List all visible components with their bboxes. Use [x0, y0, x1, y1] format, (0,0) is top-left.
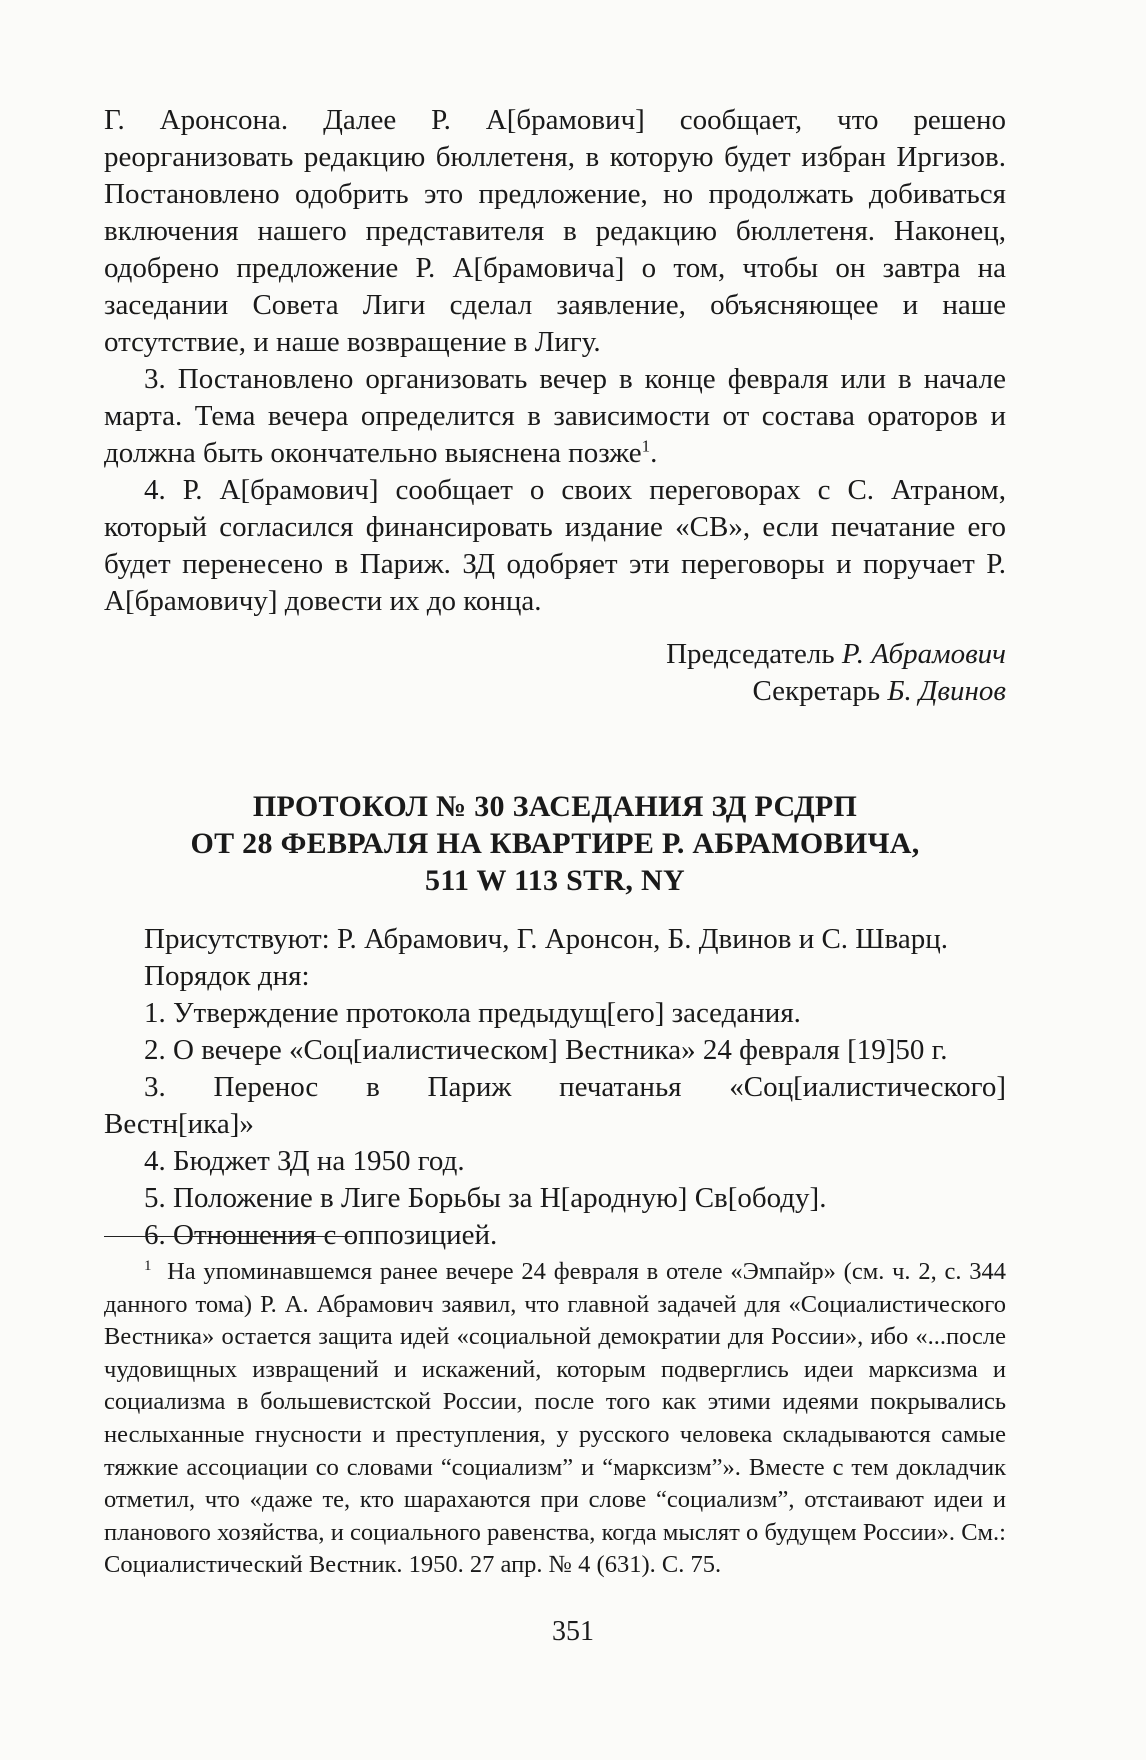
heading-line-2: ОТ 28 ФЕВРАЛЯ НА КВАРТИРЕ Р. АБРАМОВИЧА,	[190, 827, 920, 860]
secretary-role: Секретарь	[752, 675, 888, 707]
agenda-item-3-continued: Вестн[ика]»	[104, 1108, 254, 1140]
protocol-body	[104, 921, 1006, 1254]
agenda-item-2: 2. О вечере «Соц[иалистическом] Вестника» 24 февраля [19]50 г.	[144, 1034, 948, 1066]
agenda-item-3: 3. Перенос в Париж печатанья «Соц[иалистического]	[144, 1071, 1006, 1103]
footnote-marker: 1	[144, 1257, 152, 1274]
paragraph-item-4: 4. Р. А[брамович] сообщает о своих переговорах с С. Атраном, который согласился финансировать издание «СВ», если печатание его будет перенесено в Париж. ЗД одобряет эти переговоры и поручает Р. А[брамовичу] довести их до конца.	[104, 474, 1006, 617]
chair-role: Председатель	[666, 638, 842, 670]
secretary-signature	[104, 673, 1006, 710]
main-text	[104, 102, 1006, 1254]
footnote-reference[interactable]: 1	[641, 436, 651, 456]
agenda-item-1: 1. Утверждение протокола предыдущ[его] заседания.	[144, 997, 801, 1029]
paragraph-continued: Г. Аронсона. Далее Р. А[брамович] сообщает, что решено реорганизовать редакцию бюллетеня, в которую будет избран Иргизов. Постановлено одобрить это предложение, но продолжать добиваться включения нашего представителя в редакцию бюллетеня. Наконец, одобрено предложение Р. А[брамовича] о том, чтобы он завтра на заседании Совета Лиги сделал заявление, объясняющее и наше отсутствие, и наше возвращение в Лигу.	[104, 104, 1006, 358]
chair-name: Р. Абрамович	[841, 638, 1006, 670]
paragraph-item-3	[104, 361, 1006, 472]
footnote-text: На упоминавшемся ранее вечере 24 февраля в отеле «Эмпайр» (см. ч. 2, с. 344 данного тома) Р. А. Абрамович заявил, что главной задачей для «Социалистического Вестника» остается защита идей «социальной демократии для России», ибо «...после чудовищных извращений и искажений, которым подверглись идеи марксизма и социализма в большевистской России, после того как этими идеями покрывались неслыханные гнусности и преступления, у русского человека складываются самые тяжкие ассоциации со словами “социализм” и “марксизм”». Вместе с тем докладчик отметил, что «даже те, кто шарахаются при слове “социализм”, отстаивают идеи и планового хозяйства, и социального равенства, когда мыслят о будущем России». См.: Социалистический Вестник. 1950. 27 апр. № 4 (631). С. 75.	[104, 1258, 1006, 1579]
chair-signature	[104, 636, 1006, 673]
paragraph-item-3-text: 3. Постановлено организовать вечер в конце февраля или в начале марта. Тема вечера определится в зависимости от состава ораторов и должна быть окончательно выяснена позже	[104, 363, 1006, 469]
agenda-item-4: 4. Бюджет ЗД на 1950 год.	[144, 1145, 465, 1177]
agenda-label: Порядок дня:	[144, 960, 310, 992]
protocol-heading	[104, 788, 1006, 899]
secretary-name: Б. Двинов	[887, 675, 1006, 707]
paragraph-item-3-end: .	[650, 437, 658, 469]
heading-line-3: 511 W 113 STR, NY	[425, 864, 685, 897]
footnote-divider	[104, 1236, 352, 1237]
footnote	[104, 1256, 1006, 1582]
agenda-item-6: 6. Отношения с оппозицией.	[144, 1219, 498, 1251]
heading-line-1: ПРОТОКОЛ № 30 ЗАСЕДАНИЯ ЗД РСДРП	[252, 790, 858, 823]
agenda-item-5: 5. Положение в Лиге Борьбы за Н[ародную] Св[ободу].	[144, 1182, 827, 1214]
signatures	[104, 636, 1006, 710]
present-line: Присутствуют: Р. Абрамович, Г. Аронсон, Б. Двинов и С. Шварц.	[144, 923, 949, 955]
page-number: 351	[552, 1616, 594, 1647]
